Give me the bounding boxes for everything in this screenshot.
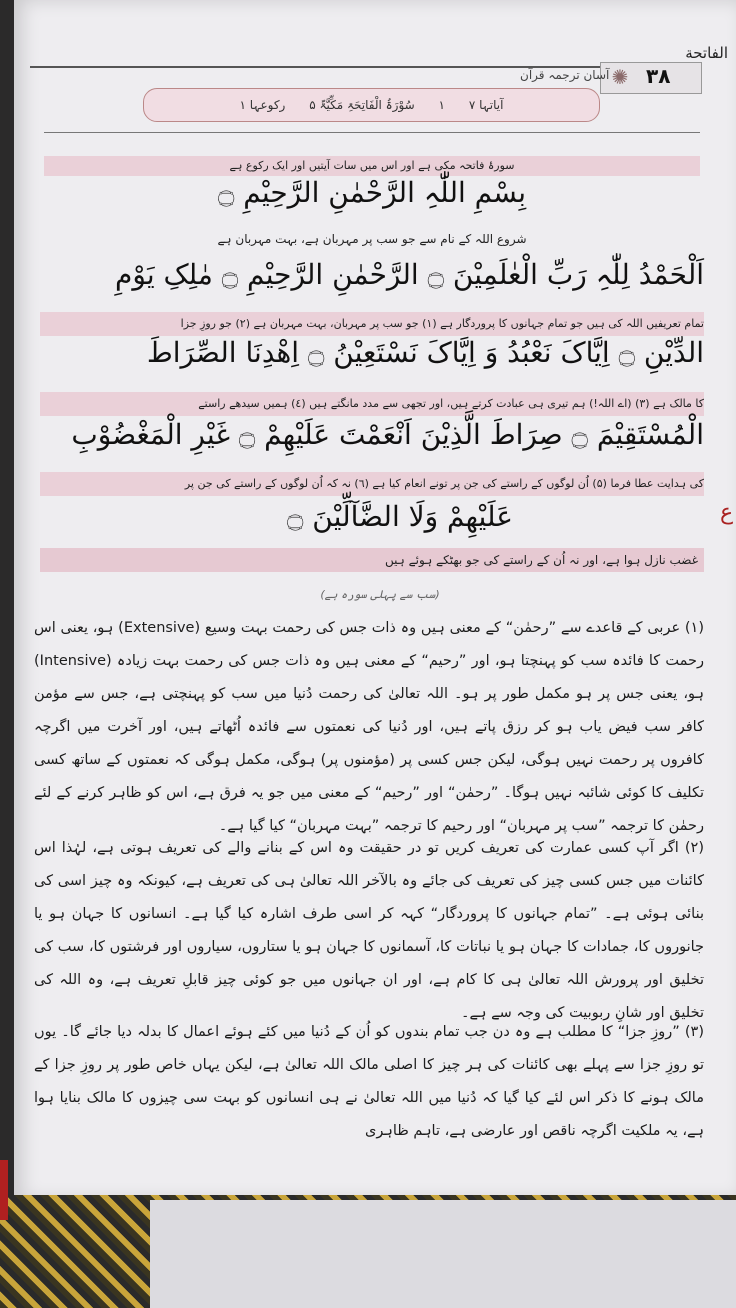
ornament-star-icon: ✺ (611, 65, 629, 89)
translation-line-4: غضب نازل ہوا ہے، اور نہ اُن کے راستے کی جو بھٹکے ہوئے ہیں (40, 548, 704, 572)
translation-line-1: تمام تعریفیں اللہ کی ہیں جو تمام جہانوں کا پروردگار ہے (١) جو سب پر مہربان، بہت مہربان ہے (٢) جو روزِ جزا (40, 312, 704, 336)
page-number: ٣٨ (646, 64, 671, 88)
ruku-count: رکوعہا ١ (239, 98, 286, 112)
surah-intro: سورۂ فاتحہ مکی ہے اور اس میں سات آیتیں اور ایک رکوع ہے (44, 156, 700, 176)
footnote-3: (٣) ”روزِ جزا“ کا مطلب ہے وہ دن جب تمام بندوں کو اُن کے دُنیا میں کئے ہوئے اعمال کا بدلہ دیا جائے گا۔ یوں تو روزِ جزا سے پہلے بھی کائنات کی ہر چیز کا اصلی مالک اللہ تعالیٰ ہے، لیکن یہاں خاص طور پر روزِ جزا کے مالک ہونے کا ذکر اس لئے کیا گیا کہ دُنیا میں اللہ تعالیٰ نے ہی انسانوں کو بہت سی چیزوں کا مالک بنایا ہوا ہے، یہ ملکیت اگرچہ ناقص اور عارضی ہے، تاہم ظاہری (34, 1024, 704, 1139)
book-title: آسان ترجمہ قرآن (520, 68, 610, 82)
running-surah-title: الفاتحة (685, 44, 728, 62)
surah-name: سُوْرَۃُ الْفَاتِحَۃِ مَکِّیَّۃٌ ۵ (309, 98, 415, 112)
surah-number: ١ (438, 98, 445, 112)
footnote-2: (٢) اگر آپ کسی عمارت کی تعریف کریں تو در حقیقت وہ اس کے بنانے والے کی تعریف ہوتی ہے، لہٰذا اس کائنات میں جس کسی چیز کی تعریف کی جائے وہ بالآخر اللہ تعالیٰ ہی کی تعریف ہے، کیونکہ وہ چیز اسی کی بنائی ہوئی ہے۔ ”تمام جہانوں کا پروردگار“ کہہ کر اسی طرف اشارہ کیا گیا ہے۔ انسانوں کا جہان ہو یا جانوروں کا، جمادات کا جہان ہو یا نباتات کا، آسمانوں کا جہان ہو یا ستاروں، سیاروں اور فرشتوں کا، سب کی تخلیق اور پرورش اللہ تعالیٰ ہی کا کام ہے، اور ان جہانوں میں جو کوئی چیز قابلِ تعریف ہے، وہ اللہ کی تخلیق اور شانِ ربوبیت کی وجہ سے ہے۔ (34, 840, 704, 1021)
bookmark-ribbon (0, 1160, 8, 1220)
translation-line-3: کی ہدایت عطا فرما (۵) اُن لوگوں کے راستے کی جن پر تونے انعام کیا ہے (٦) نہ کہ اُن لوگوں کے راستے کی جن پر (40, 472, 704, 496)
ayat-count: آیاتہا ٧ (468, 98, 504, 112)
ayah-line-1: اَلْحَمْدُ لِلّٰہِ رَبِّ الْعٰلَمِیْنَ ۝ الرَّحْمٰنِ الرَّحِیْمِ ۝ مٰلِکِ یَوْمِ (115, 258, 704, 291)
bismillah-translation: شروع اللہ کے نام سے جو سب پر مہربان ہے، بہت مہربان ہے (217, 232, 527, 246)
table-surface (150, 1200, 736, 1308)
handwritten-note: (سب سے پہلی سورہ ہے) (320, 588, 440, 601)
ayah-line-2: الدِّیْنِ ۝ اِیَّاکَ نَعْبُدُ وَ اِیَّاکَ نَسْتَعِیْنُ ۝ اِھْدِنَا الصِّرَاطَ (146, 336, 704, 369)
ayah-line-4: عَلَیْھِمْ وَلَا الضَّآلِّیْنَ ۝ (287, 500, 513, 533)
ruku-marker: ع (720, 500, 734, 525)
bismillah: بِسْمِ اللّٰہِ الرَّحْمٰنِ الرَّحِیْمِ ۝ (217, 176, 527, 209)
footnote-1: (١) عربی کے قاعدے سے ”رحمٰن“ کے معنی ہیں وہ ذات جس کی رحمت بہت وسیع (Extensive) ہو، یعنی اس رحمت کا فائدہ سب کو پہنچتا ہو، اور ”رحیم“ کے معنی ہیں وہ ذات جس کی رحمت بہت زیادہ (Intensive) ہو، یعنی جس پر ہو مکمل طور پر ہو۔ اللہ تعالیٰ کی رحمت دُنیا میں سب کو پہنچتی ہے، جس سے مؤمن کافر سب فیض یاب ہو کر رزق پاتے ہیں، اور دُنیا کی نعمتوں سے فائدہ اُٹھاتے ہیں، اور آخرت میں اگرچہ کافروں پر رحمت نہیں ہوگی، لیکن جس کسی پر (مؤمنوں پر) ہوگی، مکمل ہوگی کہ نعمتوں کے ساتھ کسی تکلیف کا کوئی شائبہ نہیں ہوگا۔ ”رحمٰن“ اور ”رحیم“ کے معنی میں جو یہ فرق ہے، اس کو ظاہر کرنے کے لئے رحمٰن کا ترجمہ ”سب پر مہربان“ اور رحیم کا ترجمہ ”بہت مہربان“ کیا گیا ہے۔ (34, 620, 704, 834)
divider (44, 132, 700, 133)
surah-banner (143, 88, 600, 122)
translation-line-2: کا مالک ہے (٣) (اے اللہ!) ہم تیری ہی عبادت کرتے ہیں، اور تجھی سے مدد مانگتے ہیں (٤) ہمیں سیدھے راستے (40, 392, 704, 416)
ayah-line-3: الْمُسْتَقِیْمَ ۝ صِرَاطَ الَّذِیْنَ اَنْعَمْتَ عَلَیْھِمْ ۝ غَیْرِ الْمَغْضُوْبِ (71, 418, 704, 451)
